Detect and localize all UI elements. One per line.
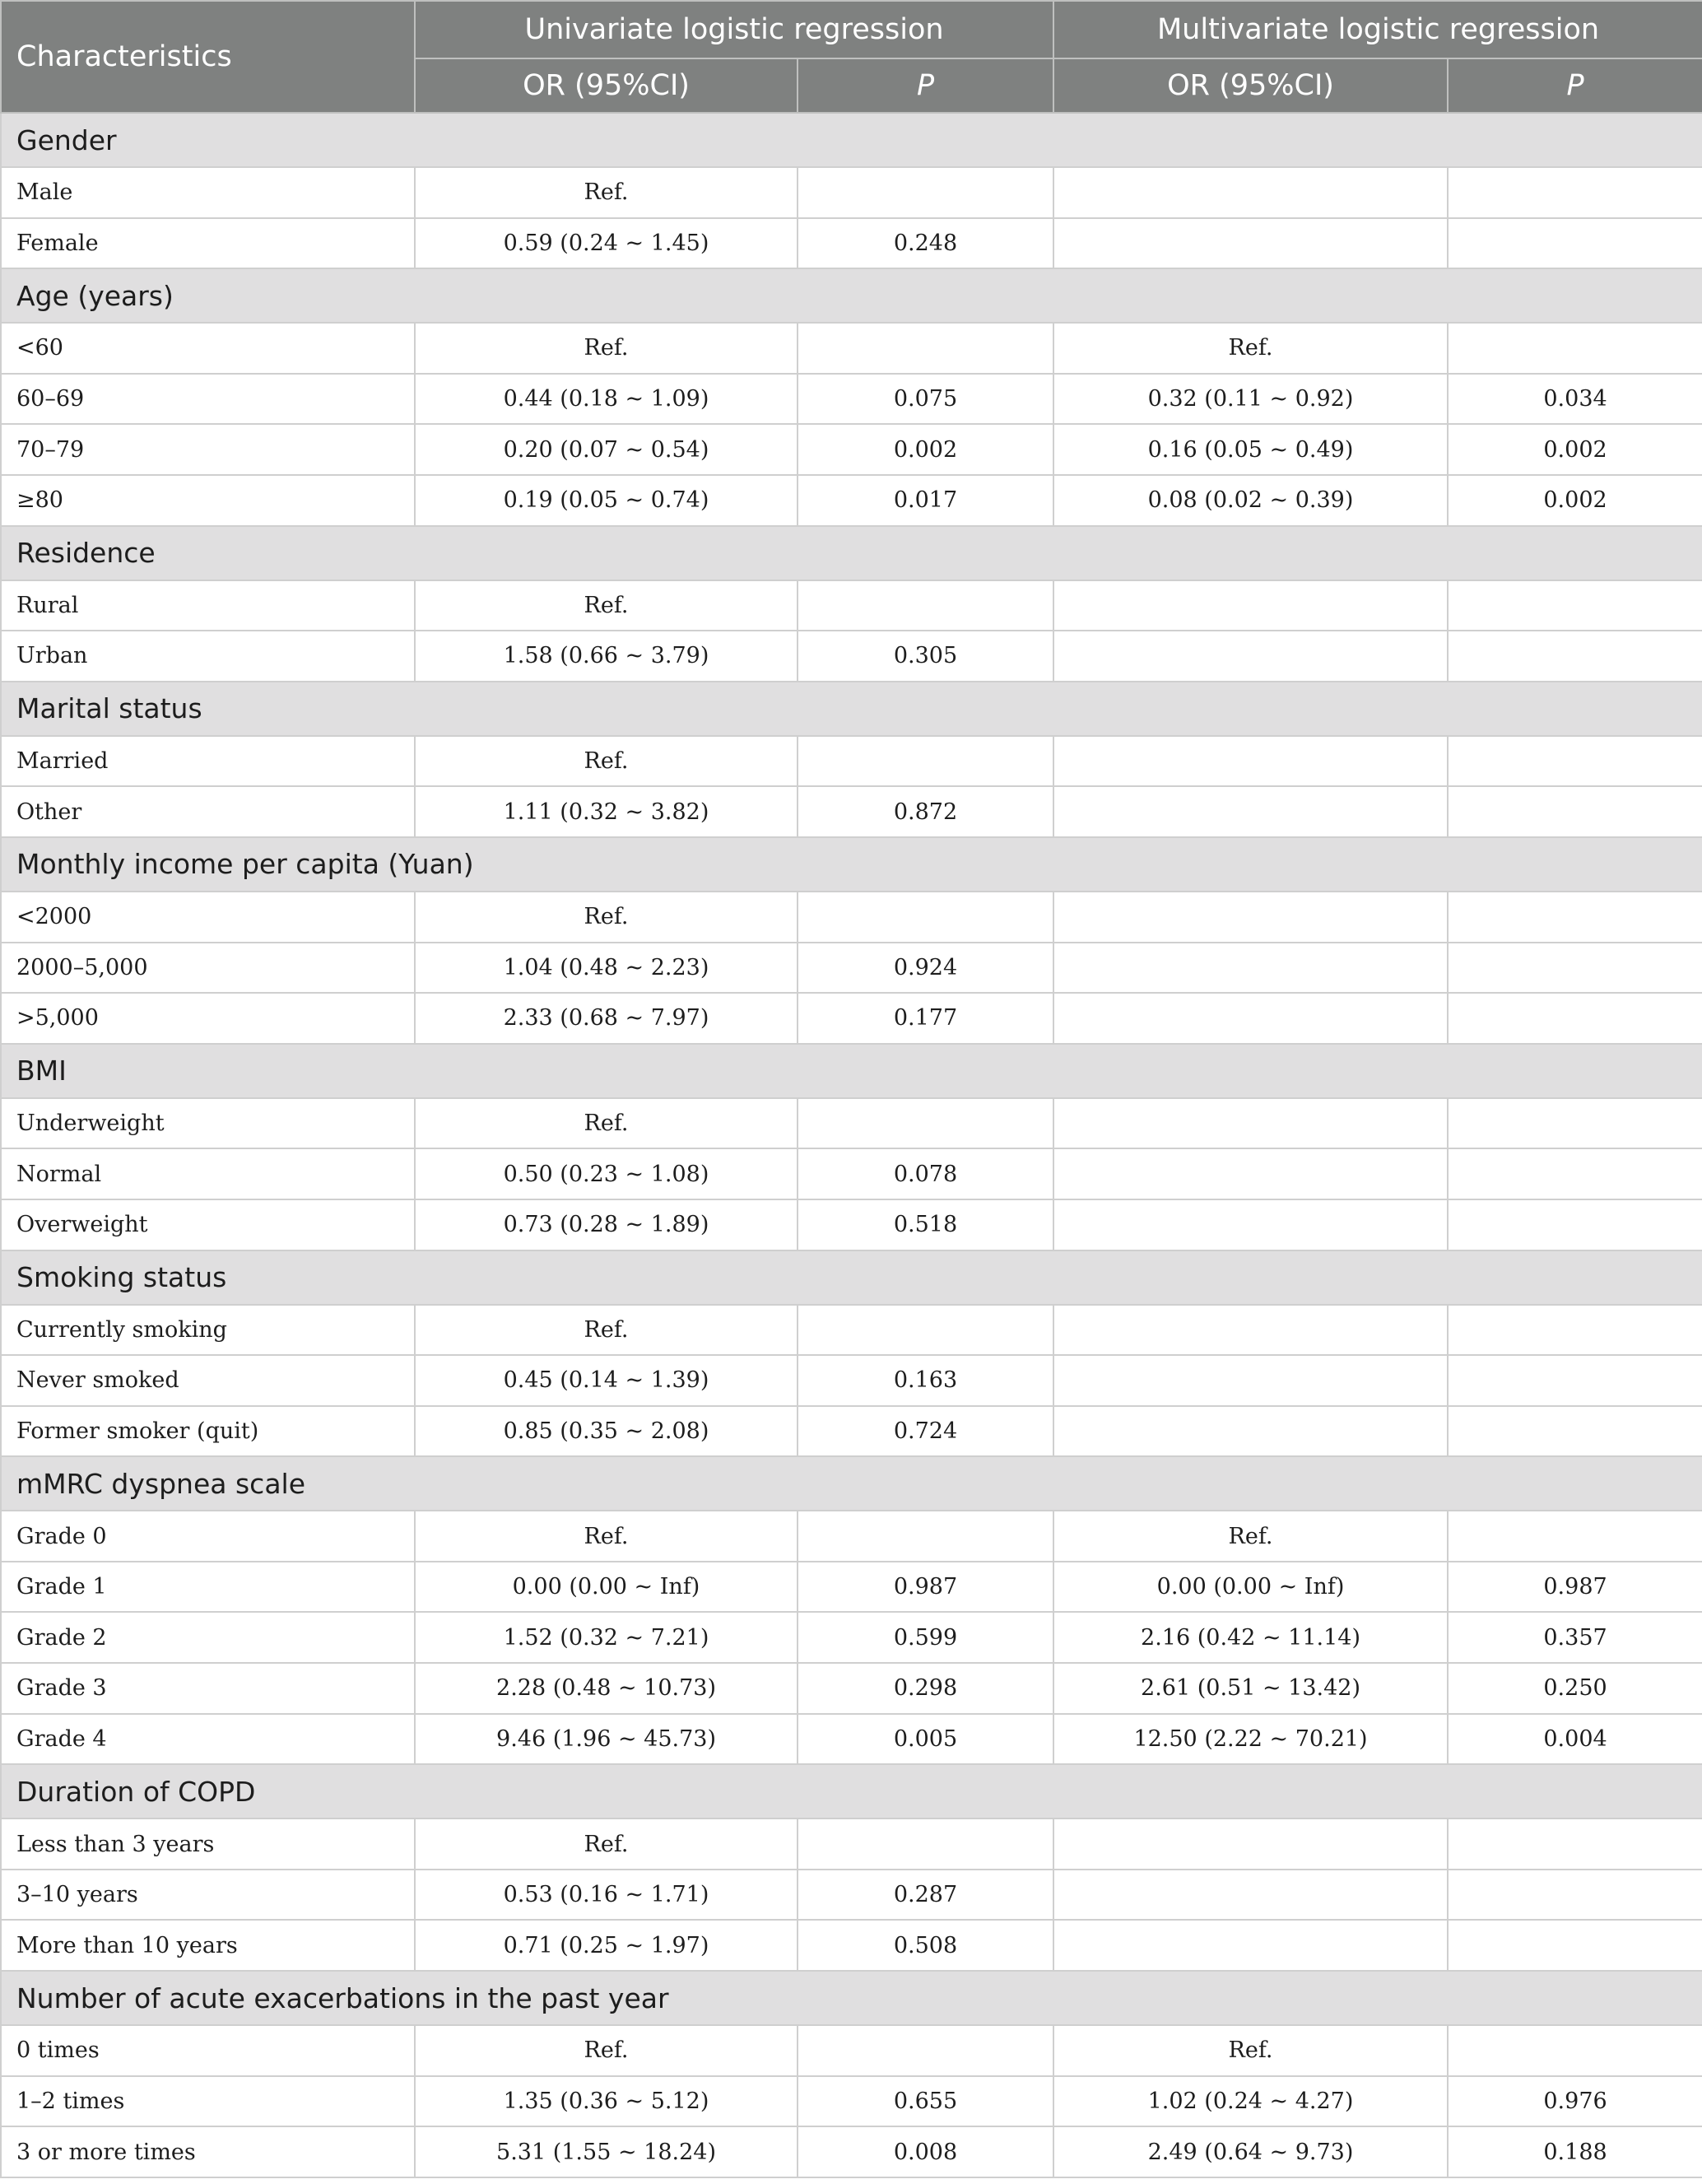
multivariate-or-cell: 2.49 (0.64 ~ 9.73) (1053, 2126, 1448, 2177)
univariate-or-cell: 0.59 (0.24 ~ 1.45) (415, 218, 798, 269)
table-header (1, 1, 1702, 113)
multivariate-p-cell (1448, 1148, 1702, 1199)
multivariate-or-cell: 0.32 (0.11 ~ 0.92) (1053, 374, 1448, 425)
table-row (1, 374, 1702, 425)
multivariate-or-cell (1053, 1199, 1448, 1250)
group-title: Gender (1, 113, 1702, 167)
multivariate-or-cell (1053, 1870, 1448, 1921)
multivariate-or-cell (1053, 1406, 1448, 1457)
univariate-or-cell: 1.04 (0.48 ~ 2.23) (415, 943, 798, 994)
multivariate-p-cell (1448, 993, 1702, 1044)
header-multi-p: P (1448, 58, 1702, 113)
group-title: Smoking status (1, 1250, 1702, 1305)
table-row (1, 2025, 1702, 2076)
univariate-p-cell: 0.298 (798, 1663, 1053, 1714)
row-label: 2000–5,000 (1, 943, 415, 994)
univariate-or-cell: 0.71 (0.25 ~ 1.97) (415, 1920, 798, 1971)
group-header-row (1, 1250, 1702, 1305)
row-label: Never smoked (1, 1355, 415, 1406)
univariate-p-cell (798, 1305, 1053, 1356)
univariate-p-cell: 0.078 (798, 1148, 1053, 1199)
header-characteristics: Characteristics (1, 1, 415, 113)
multivariate-or-cell (1053, 1305, 1448, 1356)
univariate-or-cell: Ref. (415, 580, 798, 631)
multivariate-p-cell (1448, 323, 1702, 374)
multivariate-p-cell (1448, 786, 1702, 837)
univariate-or-cell: 1.52 (0.32 ~ 7.21) (415, 1612, 798, 1663)
table-row (1, 631, 1702, 682)
univariate-p-cell: 0.305 (798, 631, 1053, 682)
multivariate-or-cell (1053, 786, 1448, 837)
row-label: 60–69 (1, 374, 415, 425)
univariate-or-cell: 0.85 (0.35 ~ 2.08) (415, 1406, 798, 1457)
table-row (1, 424, 1702, 475)
multivariate-or-cell (1053, 736, 1448, 787)
row-label: <2000 (1, 892, 415, 943)
group-header-row (1, 682, 1702, 736)
row-label: 1–2 times (1, 2076, 415, 2127)
table-row (1, 580, 1702, 631)
multivariate-p-cell (1448, 1199, 1702, 1250)
univariate-or-cell: Ref. (415, 1818, 798, 1870)
univariate-or-cell: Ref. (415, 736, 798, 787)
multivariate-p-cell (1448, 1406, 1702, 1457)
row-label: Underweight (1, 1098, 415, 1149)
univariate-p-cell: 0.599 (798, 1612, 1053, 1663)
univariate-p-cell: 0.163 (798, 1355, 1053, 1406)
univariate-or-cell: 2.28 (0.48 ~ 10.73) (415, 1663, 798, 1714)
univariate-p-cell: 0.287 (798, 1870, 1053, 1921)
multivariate-or-cell: 12.50 (2.22 ~ 70.21) (1053, 1714, 1448, 1765)
table-row (1, 1920, 1702, 1971)
multivariate-or-cell: 2.16 (0.42 ~ 11.14) (1053, 1612, 1448, 1663)
multivariate-p-cell (1448, 2025, 1702, 2076)
multivariate-p-cell: 0.976 (1448, 2076, 1702, 2127)
row-label: Married (1, 736, 415, 787)
multivariate-or-cell (1053, 993, 1448, 1044)
multivariate-p-cell (1448, 218, 1702, 269)
row-label: Grade 3 (1, 1663, 415, 1714)
group-title: Number of acute exacerbations in the past year (1, 1971, 1702, 2025)
table-row (1, 1663, 1702, 1714)
header-multivariate: Multivariate logistic regression (1053, 1, 1702, 58)
row-label: More than 10 years (1, 1920, 415, 1971)
group-header-row (1, 1971, 1702, 2025)
univariate-p-cell: 0.872 (798, 786, 1053, 837)
table-row (1, 1199, 1702, 1250)
multivariate-p-cell (1448, 1355, 1702, 1406)
multivariate-p-cell: 0.987 (1448, 1562, 1702, 1613)
multivariate-p-cell (1448, 1870, 1702, 1921)
univariate-p-cell: 0.177 (798, 993, 1053, 1044)
univariate-p-cell: 0.924 (798, 943, 1053, 994)
table-row (1, 1305, 1702, 1356)
univariate-or-cell: Ref. (415, 167, 798, 218)
univariate-or-cell: Ref. (415, 1511, 798, 1562)
row-label: Grade 1 (1, 1562, 415, 1613)
univariate-p-cell: 0.075 (798, 374, 1053, 425)
table-row (1, 1511, 1702, 1562)
univariate-or-cell: 0.53 (0.16 ~ 1.71) (415, 1870, 798, 1921)
univariate-or-cell: Ref. (415, 1098, 798, 1149)
univariate-or-cell: 0.45 (0.14 ~ 1.39) (415, 1355, 798, 1406)
multivariate-or-cell (1053, 1355, 1448, 1406)
table-row (1, 2126, 1702, 2177)
group-header-row (1, 268, 1702, 323)
multivariate-p-cell: 0.004 (1448, 1714, 1702, 1765)
multivariate-or-cell (1053, 631, 1448, 682)
multivariate-p-cell (1448, 580, 1702, 631)
multivariate-p-cell (1448, 1098, 1702, 1149)
multivariate-or-cell: Ref. (1053, 2025, 1448, 2076)
univariate-p-cell: 0.008 (798, 2126, 1053, 2177)
multivariate-p-cell: 0.034 (1448, 374, 1702, 425)
multivariate-p-cell (1448, 1511, 1702, 1562)
header-uni-or: OR (95%CI) (415, 58, 798, 113)
univariate-or-cell: 0.44 (0.18 ~ 1.09) (415, 374, 798, 425)
table-row (1, 1098, 1702, 1149)
univariate-or-cell: Ref. (415, 323, 798, 374)
multivariate-p-cell: 0.357 (1448, 1612, 1702, 1663)
table-row (1, 892, 1702, 943)
multivariate-or-cell: 2.61 (0.51 ~ 13.42) (1053, 1663, 1448, 1714)
univariate-p-cell: 0.655 (798, 2076, 1053, 2127)
multivariate-or-cell (1053, 1148, 1448, 1199)
row-label: 70–79 (1, 424, 415, 475)
row-label: Grade 4 (1, 1714, 415, 1765)
univariate-or-cell: Ref. (415, 2025, 798, 2076)
table-row (1, 475, 1702, 526)
univariate-p-cell (798, 736, 1053, 787)
multivariate-or-cell (1053, 892, 1448, 943)
univariate-or-cell: 0.50 (0.23 ~ 1.08) (415, 1148, 798, 1199)
univariate-or-cell: 2.33 (0.68 ~ 7.97) (415, 993, 798, 1044)
univariate-p-cell (798, 167, 1053, 218)
row-label: Male (1, 167, 415, 218)
group-title: BMI (1, 1044, 1702, 1098)
group-header-row (1, 1764, 1702, 1818)
row-label: >5,000 (1, 993, 415, 1044)
group-header-row (1, 526, 1702, 580)
row-label: Currently smoking (1, 1305, 415, 1356)
table-row (1, 1714, 1702, 1765)
table-row (1, 1148, 1702, 1199)
row-label: 0 times (1, 2025, 415, 2076)
univariate-p-cell: 0.017 (798, 475, 1053, 526)
table-row (1, 943, 1702, 994)
multivariate-p-cell (1448, 1305, 1702, 1356)
table-row (1, 736, 1702, 787)
group-header-row (1, 113, 1702, 167)
row-label: ≥80 (1, 475, 415, 526)
multivariate-or-cell: 0.08 (0.02 ~ 0.39) (1053, 475, 1448, 526)
header-uni-p: P (798, 58, 1053, 113)
univariate-or-cell: 0.19 (0.05 ~ 0.74) (415, 475, 798, 526)
univariate-p-cell (798, 323, 1053, 374)
univariate-p-cell (798, 580, 1053, 631)
univariate-p-cell (798, 2025, 1053, 2076)
univariate-or-cell: 0.00 (0.00 ~ Inf) (415, 1562, 798, 1613)
univariate-or-cell: 5.31 (1.55 ~ 18.24) (415, 2126, 798, 2177)
multivariate-or-cell: 0.00 (0.00 ~ Inf) (1053, 1562, 1448, 1613)
multivariate-p-cell: 0.188 (1448, 2126, 1702, 2177)
multivariate-p-cell (1448, 167, 1702, 218)
multivariate-or-cell (1053, 218, 1448, 269)
univariate-p-cell: 0.248 (798, 218, 1053, 269)
multivariate-or-cell: Ref. (1053, 1511, 1448, 1562)
row-label: Other (1, 786, 415, 837)
row-label: <60 (1, 323, 415, 374)
group-header-row (1, 837, 1702, 892)
univariate-p-cell: 0.518 (798, 1199, 1053, 1250)
table-row (1, 2076, 1702, 2127)
table-row (1, 167, 1702, 218)
table-row (1, 1562, 1702, 1613)
multivariate-or-cell (1053, 1920, 1448, 1971)
table-row (1, 786, 1702, 837)
univariate-p-cell: 0.002 (798, 424, 1053, 475)
table-row (1, 218, 1702, 269)
group-title: Residence (1, 526, 1702, 580)
multivariate-p-cell (1448, 892, 1702, 943)
multivariate-or-cell (1053, 1818, 1448, 1870)
univariate-p-cell: 0.005 (798, 1714, 1053, 1765)
univariate-p-cell (798, 1098, 1053, 1149)
univariate-or-cell: 1.35 (0.36 ~ 5.12) (415, 2076, 798, 2127)
multivariate-or-cell (1053, 580, 1448, 631)
univariate-or-cell: Ref. (415, 1305, 798, 1356)
header-multi-or: OR (95%CI) (1053, 58, 1448, 113)
row-label: Less than 3 years (1, 1818, 415, 1870)
group-title: mMRC dyspnea scale (1, 1456, 1702, 1511)
multivariate-p-cell (1448, 631, 1702, 682)
univariate-p-cell (798, 892, 1053, 943)
group-title: Duration of COPD (1, 1764, 1702, 1818)
multivariate-p-cell (1448, 943, 1702, 994)
group-header-row (1, 1044, 1702, 1098)
multivariate-or-cell: 0.16 (0.05 ~ 0.49) (1053, 424, 1448, 475)
group-title: Monthly income per capita (Yuan) (1, 837, 1702, 892)
univariate-p-cell (798, 1818, 1053, 1870)
header-univariate: Univariate logistic regression (415, 1, 1053, 58)
multivariate-p-cell (1448, 736, 1702, 787)
multivariate-p-cell (1448, 1818, 1702, 1870)
group-title: Marital status (1, 682, 1702, 736)
row-label: Former smoker (quit) (1, 1406, 415, 1457)
multivariate-or-cell (1053, 167, 1448, 218)
multivariate-p-cell (1448, 1920, 1702, 1971)
row-label: 3 or more times (1, 2126, 415, 2177)
table-row (1, 1870, 1702, 1921)
multivariate-or-cell (1053, 1098, 1448, 1149)
row-label: Female (1, 218, 415, 269)
univariate-or-cell: 9.46 (1.96 ~ 45.73) (415, 1714, 798, 1765)
univariate-p-cell: 0.508 (798, 1920, 1053, 1971)
univariate-or-cell: 1.11 (0.32 ~ 3.82) (415, 786, 798, 837)
univariate-or-cell: 1.58 (0.66 ~ 3.79) (415, 631, 798, 682)
table-row (1, 1355, 1702, 1406)
univariate-or-cell: 0.20 (0.07 ~ 0.54) (415, 424, 798, 475)
univariate-or-cell: Ref. (415, 892, 798, 943)
univariate-p-cell: 0.724 (798, 1406, 1053, 1457)
row-label: Grade 2 (1, 1612, 415, 1663)
table-row (1, 1406, 1702, 1457)
multivariate-or-cell (1053, 943, 1448, 994)
multivariate-p-cell: 0.002 (1448, 475, 1702, 526)
univariate-p-cell: 0.987 (798, 1562, 1053, 1613)
table-row (1, 1612, 1702, 1663)
table-row (1, 323, 1702, 374)
group-header-row (1, 1456, 1702, 1511)
row-label: Normal (1, 1148, 415, 1199)
multivariate-p-cell: 0.002 (1448, 424, 1702, 475)
table-row (1, 1818, 1702, 1870)
row-label: Rural (1, 580, 415, 631)
table-body (1, 113, 1702, 2177)
row-label: Overweight (1, 1199, 415, 1250)
univariate-or-cell: 0.73 (0.28 ~ 1.89) (415, 1199, 798, 1250)
multivariate-or-cell: 1.02 (0.24 ~ 4.27) (1053, 2076, 1448, 2127)
row-label: Grade 0 (1, 1511, 415, 1562)
multivariate-or-cell: Ref. (1053, 323, 1448, 374)
multivariate-p-cell: 0.250 (1448, 1663, 1702, 1714)
table-row (1, 993, 1702, 1044)
univariate-p-cell (798, 1511, 1053, 1562)
row-label: Urban (1, 631, 415, 682)
group-title: Age (years) (1, 268, 1702, 323)
row-label: 3–10 years (1, 1870, 415, 1921)
